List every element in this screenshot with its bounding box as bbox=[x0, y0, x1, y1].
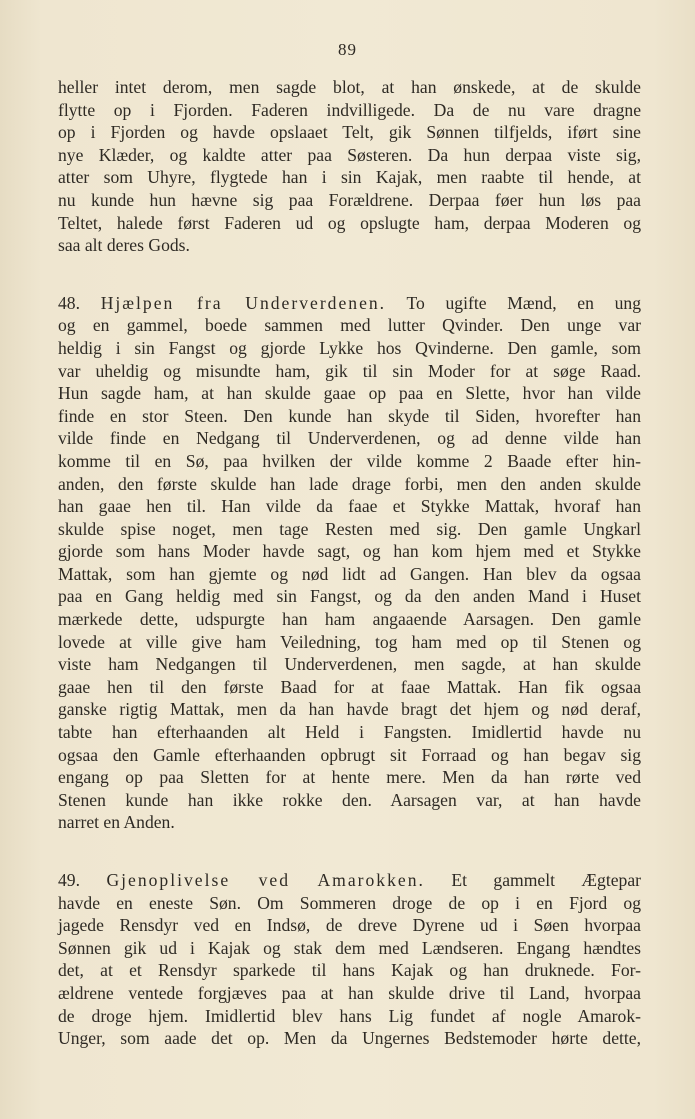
text-line: nu kunde hun hævne sig paa Forældrene. Derpaa føer hun løs paa bbox=[58, 189, 641, 210]
text-line: gaae hen til den første Baad for at faae Mattak. Han fik ogsaa bbox=[58, 676, 641, 697]
text-line: og en gammel, boede sammen med lutter Qvinder. Den unge var bbox=[58, 315, 641, 336]
text-line: saa alt deres Gods. bbox=[58, 235, 190, 256]
text-line: viste ham Nedgangen til Underverdenen, men sagde, at han skulde bbox=[58, 654, 641, 675]
text-body bbox=[58, 76, 641, 1050]
text-line: skulde spise noget, men tage Resten med sig. Den gamle Ungkarl bbox=[58, 518, 641, 539]
text-line: Et gammelt Ægtepar bbox=[451, 870, 641, 890]
text-line: de droge hjem. Imidlertid blev hans Lig fundet af nogle Amarok- bbox=[58, 1005, 641, 1026]
section-heading-line bbox=[58, 869, 641, 892]
text-line: finde en stor Steen. Den kunde han skyde til Siden, hvorefter han bbox=[58, 405, 641, 426]
section-heading-line bbox=[58, 292, 641, 315]
section-number: 48. bbox=[58, 292, 80, 313]
text-line: ganske rigtig Mattak, men da han havde bragt det hjem og nød deraf, bbox=[58, 699, 641, 720]
section-number: 49. bbox=[58, 870, 80, 890]
text-line: komme til en Sø, paa hvilken der vilde komme 2 Baade efter hin- bbox=[58, 450, 641, 471]
text-line: det, at et Rensdyr sparkede til hans Kajak og han druknede. For- bbox=[58, 960, 641, 981]
text-line: var uheldig og misundte ham, gik til sin Moder for at søge Raad. bbox=[58, 360, 641, 381]
section-48 bbox=[58, 292, 641, 834]
text-line: Sønnen gik ud i Kajak og stak dem med Lændseren. Engang hændtes bbox=[58, 937, 641, 958]
text-line: han gaae hen til. Han vilde da faae et Stykke Mattak, hvoraf han bbox=[58, 496, 641, 517]
text-line: vilde finde en Nedgang til Underverdenen, og ad denne vilde han bbox=[58, 428, 641, 449]
text-line: ogsaa den Gamle efterhaanden opbrugt sit Forraad og han begav sig bbox=[58, 744, 641, 765]
text-line: gjorde som hans Moder havde sagt, og han kom hjem med et Stykke bbox=[58, 541, 641, 562]
text-line: ældrene ventede forgjæves paa at han skulde drive til Land, hvorpaa bbox=[58, 982, 641, 1003]
text-line: flytte op i Fjorden. Faderen indvilligede. Da de nu vare dragne bbox=[58, 99, 641, 120]
text-line: op i Fjorden og havde opslaaet Telt, gik Sønnen tilfjelds, iført sine bbox=[58, 122, 641, 143]
text-line: havde en eneste Søn. Om Sommeren droge de op i en Fjord og bbox=[58, 892, 641, 913]
text-line: engang op paa Sletten for at hente mere. Men da han rørte ved bbox=[58, 767, 641, 788]
text-line: Unger, som aade det op. Men da Ungernes Bedstemoder hørte dette, bbox=[58, 1028, 641, 1049]
text-line: mærkede dette, udspurgte han ham angaaende Aarsagen. Den gamle bbox=[58, 609, 641, 630]
text-line: heller intet derom, men sagde blot, at han ønskede, at de skulde bbox=[58, 77, 641, 97]
section-title: Hjælpen fra Underverdenen. bbox=[100, 292, 387, 313]
text-line: heldig i sin Fangst og gjorde Lykke hos Qvinderne. Den gamle, som bbox=[58, 337, 641, 358]
text-line: lovede at ville give ham Veiledning, tog ham med op til Stenen og bbox=[58, 631, 641, 652]
text-line: nye Klæder, og kaldte atter paa Søsteren. Da hun derpaa viste sig, bbox=[58, 144, 641, 165]
paragraph-continuation bbox=[58, 76, 641, 257]
text-line: narret en Anden. bbox=[58, 812, 175, 833]
text-line: atter som Uhyre, flygtede han i sin Kajak, men raabte til hende, at bbox=[58, 167, 641, 188]
text-line: Teltet, halede først Faderen ud og opslugte ham, derpaa Moderen og bbox=[58, 212, 641, 233]
section-49 bbox=[58, 869, 641, 1050]
text-line: tabte han efterhaanden alt Held i Fangsten. Imidlertid havde nu bbox=[58, 722, 641, 743]
text-line: Stenen kunde han ikke rokke den. Aarsagen var, at han havde bbox=[58, 789, 641, 810]
text-line: jagede Rensdyr ved en Indsø, de dreve Dyrene ud i Søen hvorpaa bbox=[58, 915, 641, 936]
text-line: paa en Gang heldig med sin Fangst, og da den anden Mand i Huset bbox=[58, 586, 641, 607]
page-number: 89 bbox=[338, 40, 357, 59]
text-line: Mattak, som han gjemte og nød lidt ad Gangen. Han blev da ogsaa bbox=[58, 563, 641, 584]
text-line: To ugifte Mænd, en ung bbox=[406, 292, 641, 313]
text-line: anden, den første skulde han lade drage forbi, men den anden skulde bbox=[58, 473, 641, 494]
section-title: Gjenoplivelse ved Amarokken. bbox=[106, 870, 425, 890]
text-line: Hun sagde ham, at han skulde gaae op paa en Slette, hvor han vilde bbox=[58, 383, 641, 404]
